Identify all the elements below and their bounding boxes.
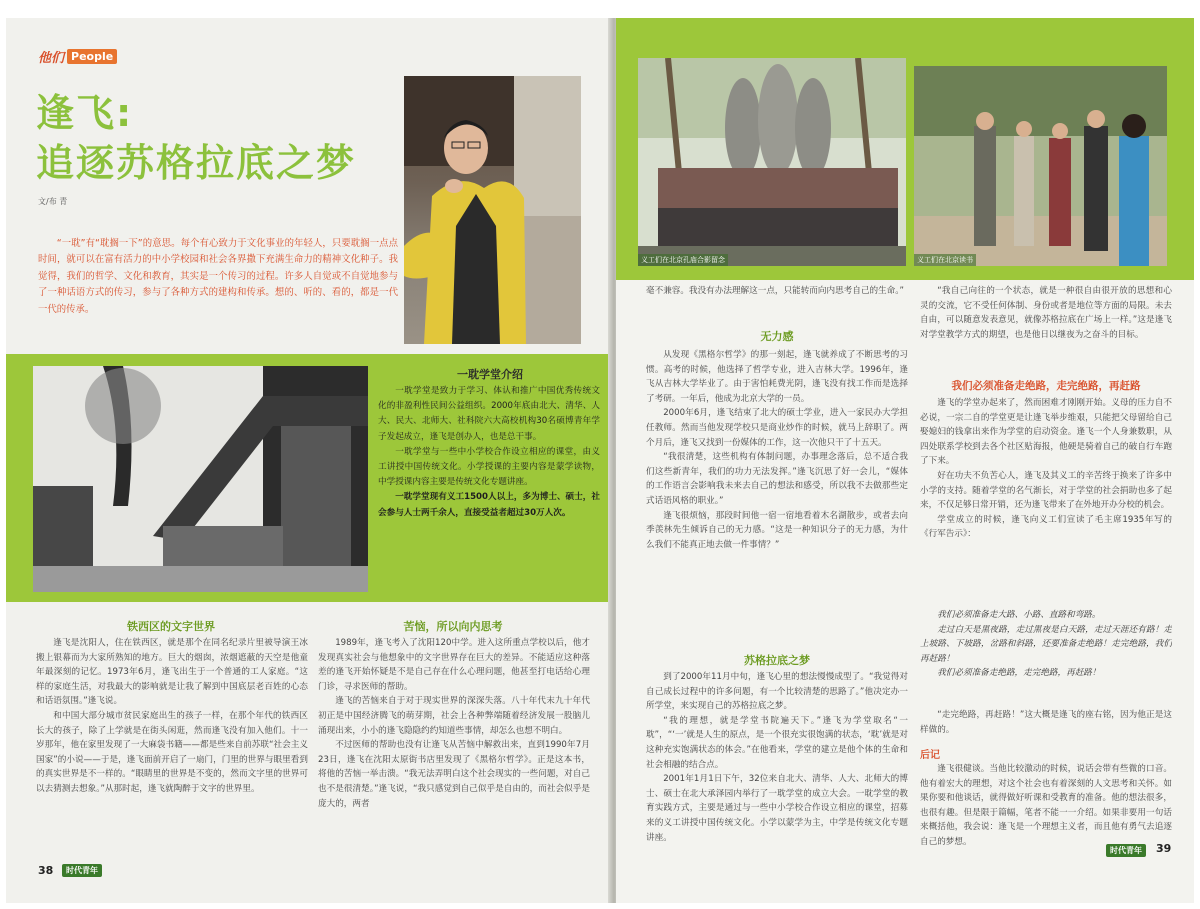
- right-col2-p1: 逢飞的学堂办起来了，然而困难才刚刚开始。义母的压力自不必说，一宗二自的学堂更是让逢飞举步维艰，只能把父母留给自己娶媳妇的钱拿出来作为学堂的启动资金。逢飞一个人身兼数职，从四处联系学校到去各个社区贴海报，他硬是骑着自己的破自行车跑了下来。: [920, 398, 1172, 467]
- right-col1b-p3: 2001年1月1日下午，32位来自北大、清华、人大、北师大的博士、硕士在北大承泽园内举行了一耽学堂的成立大会。一耽学堂的教育实践方式，主要是通过与一些中小学校合作设立相应的课堂，招募来的义工讲授中国传统文化。小学以蒙学为主，中学是传统文化专题讲座。: [646, 774, 908, 843]
- right-column-1b: [646, 670, 908, 870]
- portrait-photo: [404, 76, 581, 344]
- page-number-left: 38: [38, 864, 54, 877]
- poem-line-3: 我们必须准备走绝路，走完绝路，再赶路！: [937, 668, 1101, 679]
- right-col1b-p1: 到了2000年11月中旬，逢飞心里的想法慢慢成型了。“我觉得对自己成长过程中的许多问题，有一个比较清楚的思路了。”他决定办一所学堂，来实现自己的苏格拉底之梦。: [646, 672, 908, 712]
- group-photo-temple: [638, 58, 906, 266]
- article-title-line2: 追逐苏格拉底之梦: [36, 141, 357, 185]
- intro-box-title: 一耽学堂介绍: [457, 368, 523, 381]
- right-col2-heading: 我们必须准备走绝路，走完绝路，再赶路: [951, 380, 1141, 392]
- magazine-spread: [6, 18, 1194, 903]
- left-col2-p1: 1989年，逢飞考入了沈阳120中学。进入这所重点学校以后，他才发现真实社会与他想象中的文字世界存在巨大的差异。不能适应这种落差的逢飞开始怀疑是不是自己存在什么心理问题，他甚至打电话给心理门诊，寻求医师的帮助。: [318, 638, 590, 692]
- group-photo-reading: [914, 66, 1167, 266]
- section-tag: [38, 48, 117, 64]
- right-col2-p2: 好在功夫不负苦心人，逢飞及其义工的辛苦终于换来了许多中小学的支持。随着学堂的名气渐长，对于学堂的社会捐助也多了起来，不仅足够日常开销，还为逢飞带来了在外地开办分校的机会。: [920, 470, 1172, 511]
- postscript-text: 逢飞很健谈。当他比较激动的时候，说话会带有些微的口音。他有着宏大的理想，对这个社会也有着深刻的人文思考和关怀。如果你要和他谈话，就得做好听课和受教育的准备。他的想法很多，也很有趣。但是限于篇幅，笔者不能一一介绍。如果非要用一句话来概括他，我会说：逢飞是一个理想主义者，而且他有勇气去追逐自己的梦想。: [920, 764, 1172, 847]
- courtyard-photo: [33, 366, 368, 592]
- left-col1-p2: 和中国大部分城市贫民家庭出生的孩子一样，在那个年代的铁西区长大的孩子，除了上学就是在街头闲逛，然而逢飞没有加入他们。十一岁那年，他在家里发现了一大麻袋书籍——都是些来自前苏联“社会主义国家”的小说——于是，逢飞面前开启了一扇门，门里的世界与眼里看到的真实世界是不一样的。“眼睛里的世界是不变的，然而文字里的世界可以去猜测去想象。”从那时起，逢飞就陶醉于文字的世界里。: [36, 710, 308, 794]
- intro-box-text: [378, 384, 600, 599]
- right-col1-p1: 从发现《黑格尔哲学》的那一刻起，逢飞就养成了不断思考的习惯。高考的时候，他选择了哲学专业，进入吉林大学。1996年，逢飞从吉林大学毕业了。由于害怕耗费光阴，逢飞没有找工作而是选择了考研。一年后，他成为北京大学的一员。: [646, 350, 908, 404]
- left-col2-p2: 逢飞的苦恼来自于对于现实世界的深深失落。八十年代末九十年代初正是中国经济腾飞的萌芽期，社会上各种弊端随着经济发展一股脑儿涌现出来，小小的逢飞隐隐约约知道些事情，却怎么也想不明白。: [318, 696, 590, 736]
- left-col2-p3: 不过医师的帮助也没有让逢飞从苦恼中解救出来，直到1990年7月23日，逢飞在沈阳太原街书店里发现了《黑格尔哲学》。正是这本书，将他的苦恼一举击溃。“我无法弄明白这个社会现实的一些问题，对自己也不是很清楚。”逢飞说，“我只感觉到自己似乎是自由的，而社会似乎是庞大的，两者: [318, 740, 590, 809]
- lead-paragraph: “一耽”有“耽搁一下”的意思。每个有心致力于文化事业的年轻人，只要耽搁一点点时间，就可以在富有活力的中小学校园和社会各界撒下充满生命力的精神文化种子。我觉得，我们的哲学、文化和教育，其实是一个传习的过程。许多人自觉或不自觉地参与了一种话语方式的传习，参与了各种方式的建构和传承。想的、听的、看的，都是一代一代的传承。: [38, 238, 398, 315]
- poem-block: [920, 608, 1172, 708]
- left-col1-p1: 逢飞是沈阳人，住在铁西区，就是那个在同名纪录片里被导演王冰搬上银幕而为大家所熟知的地方。巨大的烟囱，浓烟遮蔽的天空是他童年最深刻的记忆。1973年6月，逢飞出生于一个普通的工人家庭。“这样的家庭生活，对我最大的影响就是让我了解到中国底层老百姓的心态和话语氛围。”逢飞说。: [36, 638, 308, 707]
- byline: 文/布 青: [38, 197, 68, 206]
- intro-box-p3: 一耽学堂现有义工1500人以上，多为博士、硕士，社会参与人士两千余人，直接受益者超过30万人次。: [378, 492, 600, 518]
- right-col1-p2: 2000年6月，逢飞结束了北大的硕士学业，进入一家民办大学担任教师。然而当他发现学校只是商业炒作的时候，就马上辞职了。两个月后，逢飞又找到一份媒体的工作，这一次他只干了十五天。: [646, 408, 908, 448]
- left-column-1: [36, 636, 308, 861]
- poem-line-1: 我们必须准备走大路、小路、直路和弯路。: [937, 610, 1101, 620]
- section-tag-en: People: [67, 49, 117, 64]
- postscript-heading: 后记: [920, 750, 940, 761]
- photo-caption-2: 义工们在北京读书: [914, 254, 976, 266]
- intro-box-p1: 一耽学堂是致力于学习、体认和推广中国优秀传统文化的非盈利性民间公益组织。2000年底由北大、清华、人大、民大、北师大、社科院六大高校机构30名硕博青年学子发起成立，逢飞是创办人，也是总干事。: [378, 386, 600, 442]
- left-column-2: [318, 636, 590, 861]
- left-page: [6, 18, 612, 903]
- right-col1-p3: “我很清楚，这些机构有体制问题，办事理念落后，总不适合我们这些新青年，我们的功力无法发挥。”逢飞沉思了好一会儿，“媒体的工作语言会影响我未来去自己的想法和感受，所以我不去做那些定式话语风格的职业。”: [646, 452, 908, 506]
- portrait-figure-icon: [404, 76, 581, 344]
- right-col1-heading: 无力感: [760, 330, 794, 343]
- poem-line-2: 走过白天是黑夜路，走过黑夜是白天路，走过天涯还有路！走上坡路、下坡路，岔路和斜路，还要准备走绝路！走完绝路，我们再赶路！: [920, 624, 1172, 664]
- right-column-2: [920, 396, 1172, 606]
- magazine-logo-left: 时代青年: [62, 864, 102, 877]
- right-col1-top: 毫不兼容。我没有办法理解这一点，只能转而向内思考自己的生命。”: [646, 286, 904, 296]
- right-column-2-top: [920, 284, 1172, 370]
- right-col2-p0: “我自己向往的一个状态，就是一种很自由很开放的思想和心灵的交流，它不受任何体制、身份或者是地位等方面的局限。未去自由，可以随意发表意见，就像苏格拉底在广场上一样。”这是逢飞对学堂教学方式的期望，也是他日以继夜为之奋斗的目标。: [920, 286, 1172, 340]
- article-title-line1: 逢飞:: [36, 91, 134, 135]
- courtyard-building-icon: [33, 366, 368, 592]
- after-poem-text: “走完绝路，再赶路！”这大概是逢飞的座右铭，因为他正是这样做的。: [920, 710, 1172, 735]
- col2-heading: 苦恼，所以向内思考: [403, 620, 503, 633]
- intro-box-p2: 一耽学堂与一些中小学校合作设立相应的课堂，由义工讲授中国传统文化。小学授课的主要内容是蒙学读物，中学授课内容主要是传统文化专题讲座。: [378, 446, 600, 488]
- page-number-right: 39: [1156, 842, 1172, 855]
- group-photo-reading-icon: [914, 66, 1167, 266]
- right-col2-p3: 学堂成立的时候，逢飞向义工们宣读了毛主席1935年写的《行军告示》：: [920, 514, 1172, 540]
- right-col1b-p2: “我的理想，就是学堂书院遍天下。”逢飞为学堂取名“一耽”，“‘一’就是人生的原点，是一个很充实很饱满的状态，‘耽’就是对这种充实饱满状态的体会。”在他看来，学堂的建立是他个体的生命和社会相融的结合点。: [646, 715, 908, 770]
- col1-heading: 铁西区的文字世界: [127, 620, 215, 633]
- section-tag-cn: 他们: [38, 50, 65, 66]
- magazine-logo-right: 时代青年: [1106, 844, 1146, 857]
- photo-caption-1: 义工们在北京孔庙合影留念: [638, 254, 728, 266]
- right-page: [616, 18, 1194, 903]
- group-photo-temple-icon: [638, 58, 906, 266]
- right-col1-heading2: 苏格拉底之梦: [744, 654, 810, 667]
- right-col1-p4: 逢飞很烦恼，那段时间他一宿一宿地看着木名湖散步，或者去向季羡林先生倾诉自己的无力感。“这是一种知识分子的无力感，为什么我们不能真正地去做一件事情？”: [646, 510, 908, 550]
- right-column-1: [646, 348, 908, 648]
